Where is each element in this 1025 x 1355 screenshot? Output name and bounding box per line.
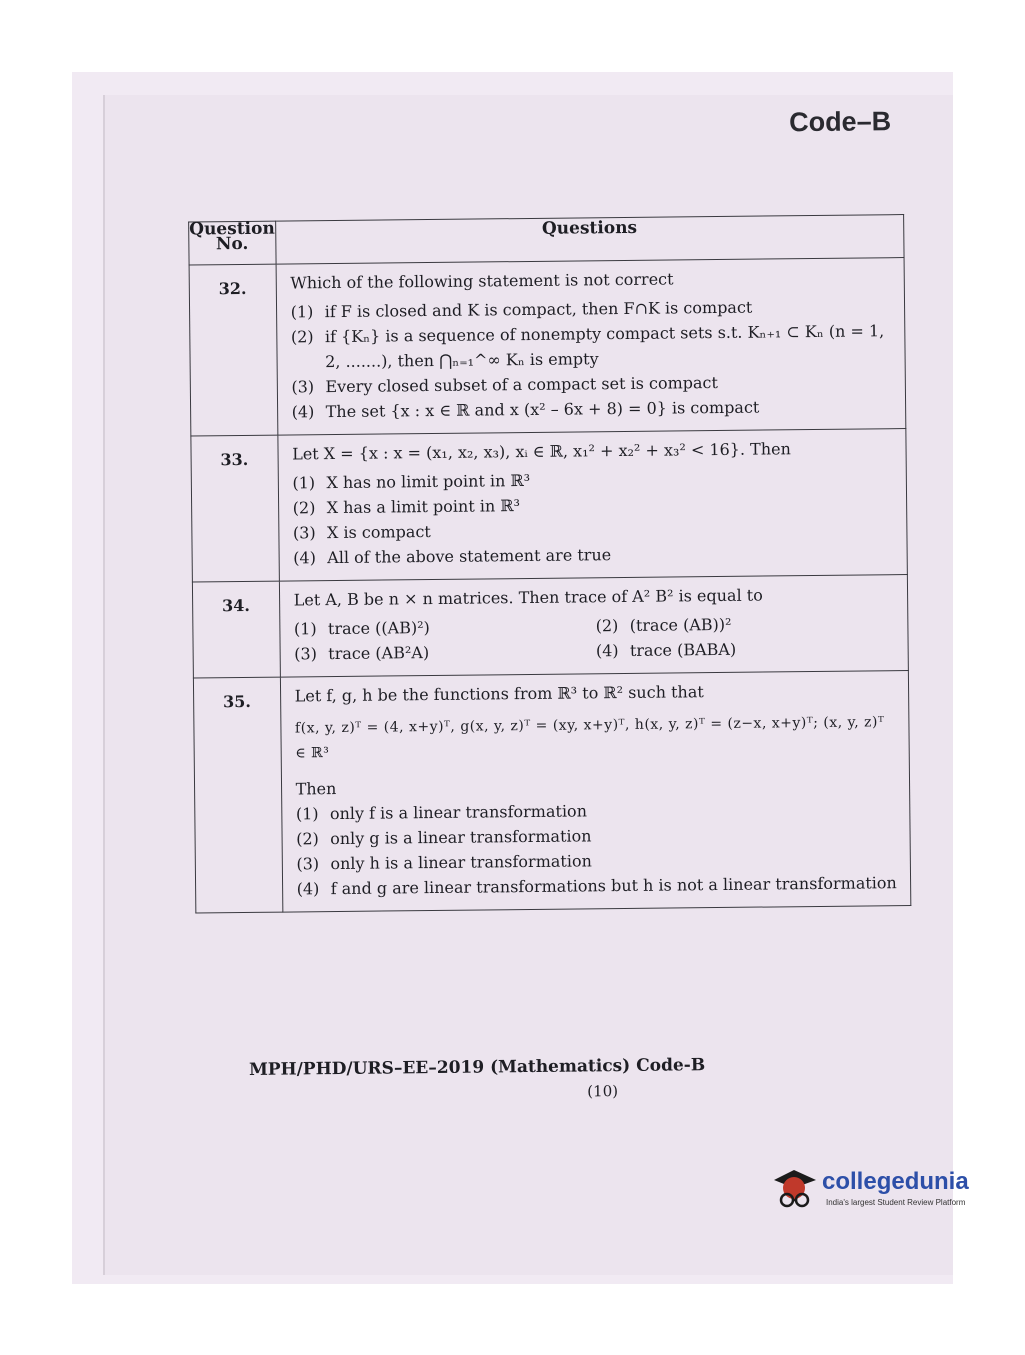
brand-name: collegedunia [822, 1168, 969, 1195]
then-label: Then [295, 779, 337, 799]
question-number: 33. [191, 435, 279, 582]
question-body [276, 258, 906, 436]
option-label: (4) [595, 641, 619, 661]
option-text: trace ((AB)²) [327, 618, 430, 639]
option-text: if F is closed and K is compact, then F∩K is compact [324, 297, 753, 322]
questions-table [188, 214, 911, 913]
option-label: (2) [290, 327, 314, 347]
question-row [193, 671, 910, 913]
option-text: The set {x : x ∈ ℝ and x (x² – 6x + 8) = 0} is compact [325, 397, 760, 422]
option-text: only f is a linear transformation [329, 801, 588, 824]
question-body [280, 671, 911, 913]
option-label: (3) [296, 854, 320, 874]
mascot-icon [770, 1166, 820, 1214]
option [297, 870, 901, 901]
option-text: X is compact [326, 522, 431, 543]
option-text: trace (BABA) [629, 639, 737, 660]
option [294, 613, 596, 641]
option-label: (4) [293, 548, 317, 568]
option-label: (2) [595, 616, 619, 636]
option-text: f and g are linear transformations but h is not a linear transformation [330, 873, 897, 899]
question-number-header: Question No. [189, 221, 276, 265]
option-label: (1) [292, 473, 316, 493]
questions-header: Questions [275, 215, 904, 265]
option-text: X has no limit point in ℝ³ [326, 470, 531, 493]
question-stem: Let f, g, h be the functions from ℝ³ to ℝ² such that [294, 682, 704, 706]
option [596, 635, 898, 663]
question-body [279, 575, 908, 678]
option-text: All of the above statement are true [327, 545, 612, 568]
option-text: Every closed subset of a compact set is compact [325, 373, 718, 397]
question-body [277, 429, 907, 582]
option [291, 318, 895, 374]
option-text: trace (AB²A) [328, 643, 430, 664]
option-label: (3) [291, 377, 315, 397]
code-label: Code–B [788, 106, 892, 138]
option-text: only g is a linear transformation [330, 826, 592, 849]
footer-exam-code: MPH/PHD/URS–EE–2019 (Mathematics) Code-B [248, 1055, 706, 1080]
option-label: (4) [296, 879, 320, 899]
page-number: (10) [587, 1082, 619, 1101]
option-text: X has a limit point in ℝ³ [326, 496, 521, 518]
option-text: (trace (AB))² [629, 614, 732, 635]
table-header-row [189, 215, 904, 265]
question-row [192, 575, 908, 678]
collegedunia-watermark [770, 1166, 995, 1216]
option-text: if {Kₙ} is a sequence of nonempty compact sets s.t. Kₙ₊₁ ⊂ Kₙ (n = 1, 2, .......), then ⋂ₙ₌₁^∞ Kₙ is empty [324, 321, 885, 372]
exam-page [105, 95, 953, 1275]
option-label: (2) [292, 498, 316, 518]
option [294, 638, 596, 666]
option-label: (1) [293, 619, 317, 639]
option-label: (1) [295, 804, 319, 824]
question-row [189, 258, 906, 436]
function-definitions: f(x, y, z)ᵀ = (4, x+y)ᵀ, g(x, y, z)ᵀ = (xy, x+y)ᵀ, h(x, y, z)ᵀ = (z−x, x+y)ᵀ; (x, y, z)ᵀ ∈ ℝ³ [294, 714, 885, 762]
brand-tagline: India's largest Student Review Platform [826, 1198, 966, 1207]
option-label: (2) [296, 829, 319, 849]
option-label: (1) [290, 302, 314, 322]
question-stem: Let A, B be n × n matrices. Then trace of A² B² is equal to [293, 585, 763, 610]
question-number: 35. [193, 677, 282, 913]
option-label: (4) [291, 402, 315, 422]
question-number: 34. [192, 581, 280, 678]
question-row [191, 429, 907, 582]
option-label: (3) [294, 644, 318, 664]
option [293, 539, 897, 570]
option [596, 610, 898, 638]
option-text: only h is a linear transformation [330, 851, 592, 874]
question-stem: Let X = {x : x = (x₁, x₂, x₃), xᵢ ∈ ℝ, x₁² + x₂² + x₃² < 16}. Then [292, 439, 791, 464]
option [292, 393, 896, 424]
question-number: 32. [189, 264, 277, 436]
question-stem: Which of the following statement is not correct [290, 269, 674, 293]
option-label: (3) [292, 523, 316, 543]
